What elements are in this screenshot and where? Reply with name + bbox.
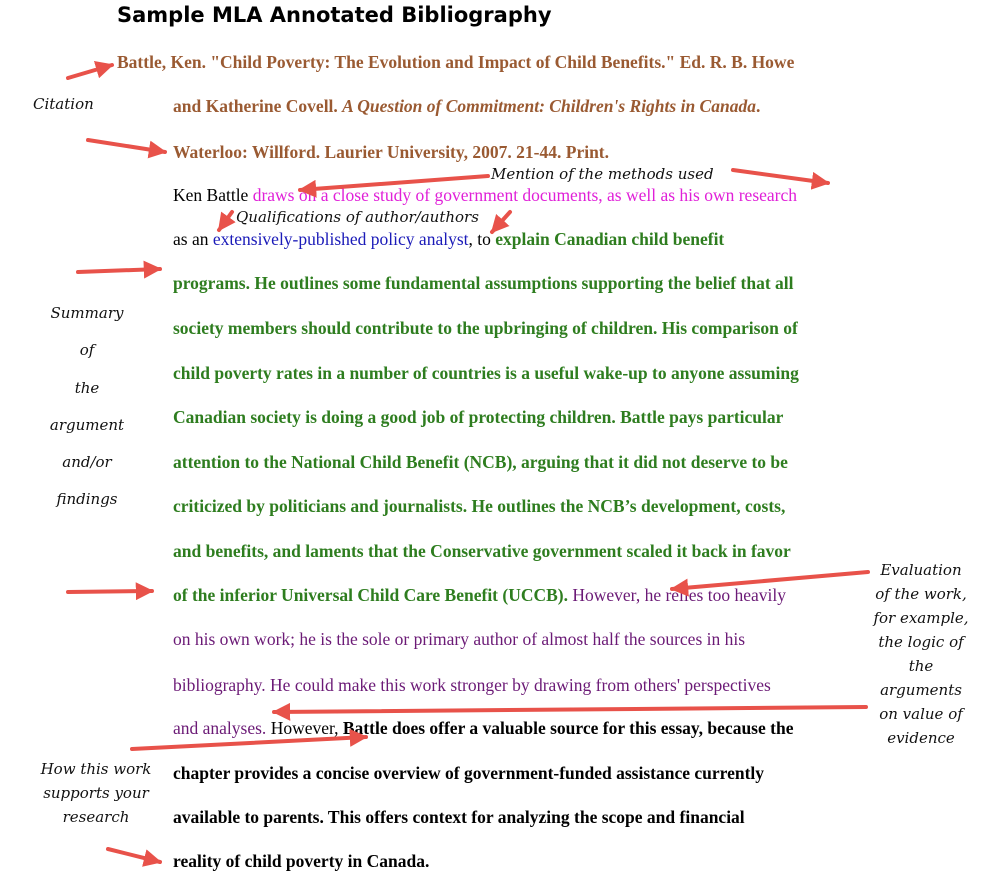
evaluation-line-14: on his own work; he is the sole or primary author of almost half the sources in his	[173, 629, 746, 649]
note-evaluation-8: evidence	[887, 729, 955, 747]
arrow-citation-1	[68, 65, 112, 78]
summary-start: explain Canadian child benefit	[495, 229, 725, 249]
arrow-methods-right	[733, 170, 828, 183]
summary-line-6: programs. He outlines some fundamental assumptions supporting the belief that all	[173, 273, 794, 293]
research-line-17: chapter provides a concise overview of government-funded assistance currently	[173, 763, 765, 783]
arrow-evaluation-2	[274, 707, 866, 712]
research-line-18: available to parents. This offers context for analyzing the scope and financial	[173, 807, 745, 827]
author-name: Ken Battle	[173, 185, 253, 205]
citation-book-title: A Question of Commitment: Children's Rights in Canada	[342, 96, 756, 116]
connector-text-2: , to	[468, 229, 496, 249]
note-summary-6: findings	[56, 490, 118, 509]
body-line-13	[173, 585, 786, 606]
arrow-qual-left	[219, 212, 232, 230]
note-research-2: supports your	[43, 784, 149, 802]
summary-line-8: child poverty rates in a number of countries is a useful wake-up to anyone assuming	[173, 363, 799, 383]
connector-text: as an	[173, 229, 213, 249]
arrow-summary-top	[78, 269, 160, 272]
note-evaluation-1: Evaluation	[880, 561, 962, 579]
citation-line-1: Battle, Ken. "Child Poverty: The Evolution and Impact of Child Benefits." Ed. R. B. Howe	[117, 52, 795, 72]
citation-line-3: Waterloo: Willford. Laurier University, 2007. 21-44. Print.	[173, 142, 610, 162]
note-summary	[34, 303, 140, 510]
note-evaluation-4: the logic of	[878, 633, 964, 651]
note-summary-1: Summary	[50, 304, 124, 322]
body-line-16	[173, 718, 793, 739]
evaluation-start: However, he relies too heavily	[568, 585, 786, 605]
evaluation-line-15: bibliography. He could make this work stronger by drawing from others' perspectives	[173, 675, 771, 695]
summary-line-11: criticized by politicians and journalists. He outlines the NCB’s development, costs,	[173, 496, 786, 516]
note-summary-5: and/or	[62, 453, 112, 471]
note-summary-4: argument	[49, 415, 125, 434]
qualifications-text: extensively-published policy analyst	[212, 229, 469, 249]
summary-line-10: attention to the National Child Benefit (NCB), arguing that it did not deserve to be	[173, 452, 788, 472]
summary-line-9: Canadian society is doing a good job of protecting children. Battle pays particular	[173, 407, 784, 427]
body-line-4	[173, 185, 797, 206]
arrow-citation-2	[88, 140, 165, 152]
evaluation-end: and analyses.	[173, 718, 267, 738]
methods-text: draws on a close study of government documents, as well as his own research	[252, 185, 798, 205]
summary-line-7: society members should contribute to the upbringing of children. His comparison of	[173, 318, 798, 338]
summary-end: of the inferior Universal Child Care Benefit (UCCB).	[173, 585, 568, 605]
note-evaluation	[866, 558, 976, 750]
however-text: However,	[266, 718, 343, 738]
note-citation: Citation	[33, 95, 94, 113]
note-evaluation-5: the	[908, 657, 934, 675]
research-line-19: reality of child poverty in Canada.	[173, 851, 430, 871]
arrow-summary-bottom	[68, 591, 152, 592]
note-research	[28, 757, 164, 829]
note-qualifications: Qualifications of author/authors	[236, 208, 479, 226]
note-summary-3: the	[74, 378, 100, 397]
note-methods: Mention of the methods used	[491, 165, 714, 183]
note-summary-2: of	[79, 341, 95, 360]
body-line-5	[173, 229, 724, 250]
arrow-research-2	[108, 849, 160, 862]
note-research-1: How this work	[40, 760, 152, 778]
note-research-3: research	[62, 808, 130, 826]
page-title: Sample MLA Annotated Bibliography	[117, 3, 552, 27]
summary-line-12: and benefits, and laments that the Conservative government scaled it back in favor	[173, 541, 791, 561]
citation-authors: and Katherine Covell.	[173, 96, 343, 116]
note-evaluation-7: on value of	[879, 705, 963, 723]
note-evaluation-2: of the work,	[875, 585, 967, 603]
citation-line-2	[173, 96, 760, 117]
note-evaluation-3: for example,	[873, 609, 969, 627]
research-start: Battle does offer a valuable source for this essay, because the	[342, 718, 794, 738]
citation-period: .	[755, 96, 761, 116]
note-evaluation-6: arguments	[880, 681, 962, 699]
